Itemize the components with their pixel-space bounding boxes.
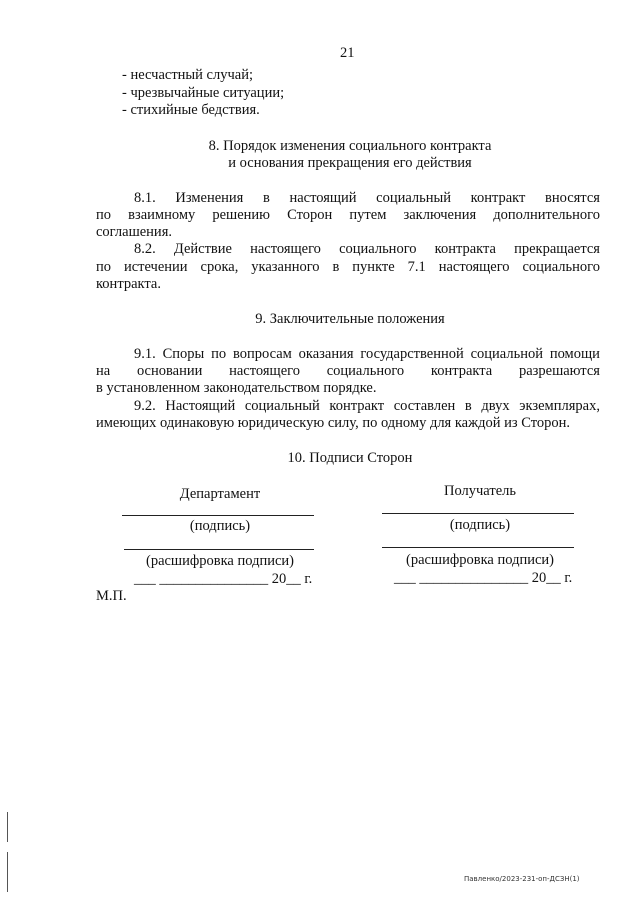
word: составлен	[393, 398, 456, 414]
section8-title-line1: 8. Порядок изменения социального контракта	[208, 138, 492, 154]
date-line-left: ___ _______________ 20__ г.	[134, 571, 313, 587]
paragraph-8-1-line1	[134, 189, 600, 207]
paragraph-8-2-line2	[96, 258, 600, 276]
word: в	[262, 190, 270, 206]
scan-edge-mark	[7, 812, 8, 842]
word: путем	[349, 207, 387, 223]
footer-document-code: Павленко/2023-231-оп-ДСЗН(1)	[464, 875, 580, 883]
word: заключения	[403, 207, 477, 223]
decode-line-right	[382, 547, 574, 548]
paragraph-8-1-line3: соглашения.	[96, 224, 172, 240]
signature-caption-right: (подпись)	[449, 517, 511, 533]
word: Изменения	[175, 190, 244, 206]
word: указанного	[251, 259, 320, 275]
word: по	[96, 259, 112, 275]
word: настоящего	[250, 241, 321, 257]
signature-caption-left: (подпись)	[189, 518, 251, 534]
paragraph-9-1-line3: в установленном законодательством порядке.	[96, 380, 377, 396]
section9-title: 9. Заключительные положения	[255, 311, 445, 327]
word: 7.1	[407, 259, 426, 275]
word: социальный	[244, 398, 320, 414]
word: настоящий	[289, 190, 357, 206]
word: настоящего	[229, 363, 300, 379]
paragraph-9-1-line2	[96, 362, 600, 380]
word: Споры	[162, 346, 205, 362]
section10-title: 10. Подписи Сторон	[287, 450, 413, 466]
word: контракт	[470, 190, 526, 206]
page-number: 21	[340, 45, 355, 61]
stamp-place: М.П.	[96, 588, 127, 604]
word: социального	[326, 363, 405, 379]
word: Настоящий	[165, 398, 236, 414]
word: контракта	[434, 241, 496, 257]
word: социальной	[470, 346, 543, 362]
word: срока,	[200, 259, 239, 275]
word: по	[96, 207, 112, 223]
signature-line-left	[122, 515, 314, 516]
word: пункте	[352, 259, 395, 275]
word: прекращается	[514, 241, 600, 257]
party-recipient: Получатель	[444, 483, 516, 499]
word: помощи	[549, 346, 600, 362]
word: социального	[339, 241, 417, 257]
word: решению	[212, 207, 271, 223]
paragraph-9-1-line1	[134, 345, 600, 363]
decode-caption-right: (расшифровка подписи)	[405, 552, 555, 568]
date-line-right: ___ _______________ 20__ г.	[394, 570, 573, 586]
word: на	[96, 363, 111, 379]
list-item: - несчастный случай;	[122, 67, 253, 83]
word: оказания	[298, 346, 354, 362]
word: контракт	[329, 398, 385, 414]
word: истечении	[123, 259, 188, 275]
section8-title-line2: и основания прекращения его действия	[228, 155, 472, 171]
word: 9.1.	[134, 346, 156, 362]
word: государственной	[360, 346, 464, 362]
word: двух	[481, 398, 510, 414]
paragraph-9-2-line1	[134, 397, 600, 415]
word: по	[211, 346, 227, 362]
signature-line-right	[382, 513, 574, 514]
word: дополнительного	[493, 207, 600, 223]
word: разрешаются	[518, 363, 600, 379]
word: экземплярах,	[519, 398, 600, 414]
word: 9.2.	[134, 398, 156, 414]
word: Сторон	[287, 207, 333, 223]
word: основании	[136, 363, 203, 379]
scan-edge-mark	[7, 852, 8, 892]
word: вносятся	[544, 190, 600, 206]
paragraph-8-2-line1	[134, 240, 600, 258]
word: вопросам	[232, 346, 292, 362]
paragraph-8-2-line3: контракта.	[96, 276, 161, 292]
word: контракта	[430, 363, 493, 379]
word: в	[464, 398, 472, 414]
list-item: - стихийные бедствия.	[122, 102, 260, 118]
paragraph-9-2-line2: имеющих одинаковую юридическую силу, по одному для каждой из Сторон.	[96, 415, 571, 431]
list-item: - чрезвычайные ситуации;	[122, 85, 285, 101]
decode-line-left	[124, 549, 314, 550]
word: социального	[522, 259, 600, 275]
word: 8.2.	[134, 241, 156, 257]
word: в	[332, 259, 340, 275]
paragraph-8-1-line2	[96, 206, 600, 224]
decode-caption-left: (расшифровка подписи)	[145, 553, 295, 569]
word: социальный	[376, 190, 452, 206]
word: настоящего	[438, 259, 510, 275]
word: Действие	[173, 241, 232, 257]
word: взаимному	[128, 207, 196, 223]
party-department: Департамент	[179, 486, 261, 502]
word: 8.1.	[134, 190, 156, 206]
